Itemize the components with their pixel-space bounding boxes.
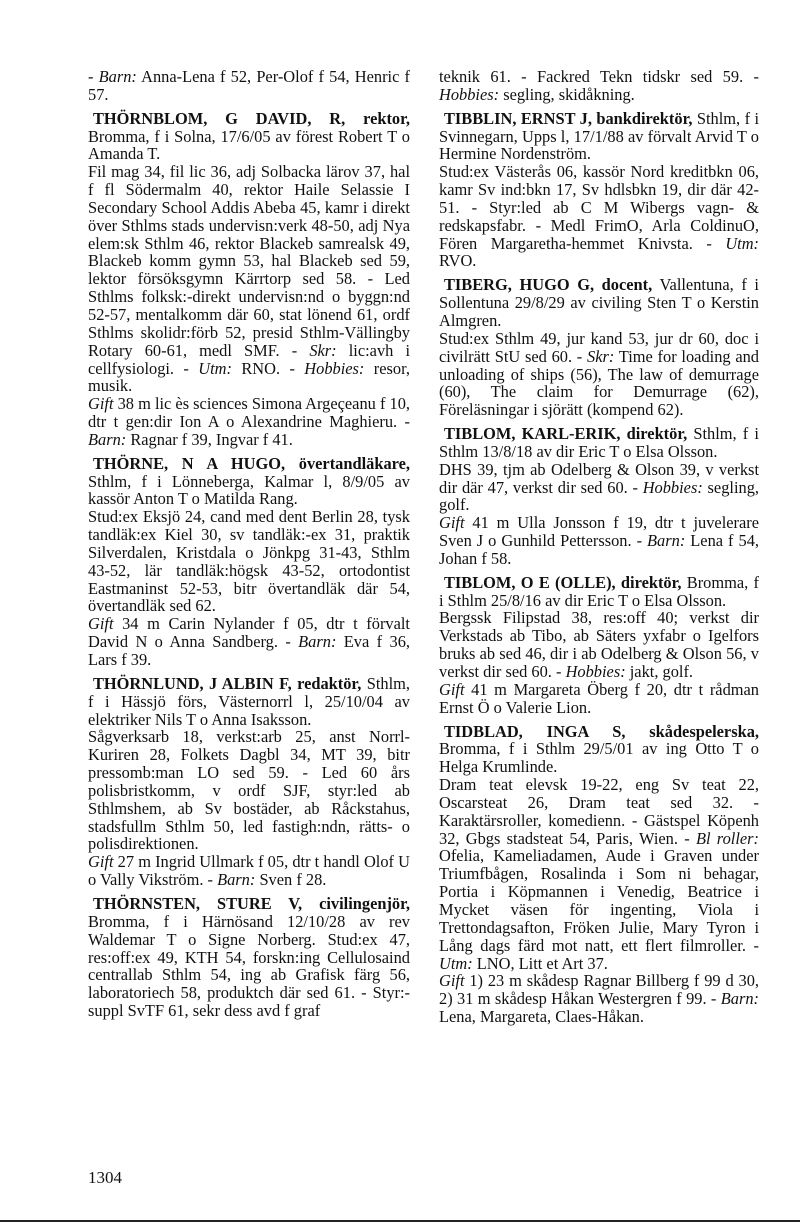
biography-entry	[439, 574, 759, 717]
entry-paragraph	[88, 508, 410, 615]
entry-paragraph	[439, 330, 759, 419]
entry-name: TIBBLIN, ERNST J, bankdirektör,	[444, 108, 693, 128]
entry-name: TIBLOM, KARL-ERIK, direktör,	[444, 424, 688, 444]
entry-text: Lena f 54, Johan f 58.	[439, 531, 759, 568]
biography-entry	[88, 895, 410, 1020]
biography-entry	[439, 723, 759, 1026]
entry-paragraph	[439, 972, 759, 1026]
entry-name: THÖRNLUND, J ALBIN F, redaktör,	[93, 673, 362, 693]
entry-text: resor, musik.	[88, 358, 410, 396]
entry-paragraph	[439, 609, 759, 680]
entry-text: 1) 23 m skådesp Ragnar Billberg f 99 d 30, 2) 31 m skådesp Håkan Westergren f 99. -	[439, 971, 759, 1009]
entry-text: 34 m Carin Nylander f 05, dtr t förvalt David N o Anna Sandberg. -	[88, 614, 410, 652]
entry-text: teknik 61. - Fackred Tekn tidskr sed 59. -	[439, 67, 759, 86]
entry-text: 41 m Ulla Jonsson f 19, dtr t juvelerare Sven J o Gunhild Pettersson. -	[439, 513, 759, 551]
entry-heading-paragraph	[88, 68, 410, 104]
entry-text: Sven f 28.	[255, 870, 327, 890]
entry-heading-paragraph	[439, 723, 759, 777]
field-label: Bl roller:	[695, 828, 759, 848]
field-label: Utm:	[198, 358, 232, 378]
entry-text: Time for loading and unloading of ships (56), The law of demurrage (60), The claim for Demurrage (62), Föreläsningar i sjörätt (kompend 62).	[439, 346, 759, 420]
column-right	[439, 68, 759, 1032]
entry-heading-paragraph	[88, 675, 410, 729]
entry-paragraph	[439, 514, 759, 568]
entry-text: segling, golf.	[439, 477, 759, 515]
entry-text: lic:avh i cellfysiologi. -	[88, 340, 410, 378]
entry-text: Lena, Margareta, Claes-Håkan.	[439, 1007, 644, 1027]
entry-text: Bromma, f i Solna, 17/6/05 av förest Robert T o Amanda T.	[88, 126, 410, 164]
entry-paragraph	[439, 681, 759, 717]
entry-heading-paragraph	[88, 455, 410, 509]
entry-text: Sthlm, f i Hässjö förs, Västernorrl l, 25/10/04 av elektriker Nils T o Anna Isaksson.	[88, 673, 410, 729]
entry-text: -	[88, 67, 99, 86]
field-label: Gift	[439, 513, 465, 533]
entry-text: Stud:ex Eksjö 24, cand med dent Berlin 28, tysk tandläk:ex Kiel 30, sv tandläk:-ex 31, praktik Silverdalen, Kristdala o Jönkpg 31-43, Sthlm 43-52, lär tandläk:högsk 43-52, ortodontist Eastmaninst 52-53, bitr övertandläk där 54, övertandläk sed 62.	[88, 507, 410, 616]
entry-text: Stud:ex Västerås 06, kassör Nord kreditbkn 06, kamr Sv ind:bkn 17, Sv hdlsbkn 19, dir där 42-51. - Styr:led ab C M Wibergs vagn- & redskapsfabr. - Medl FrimO, Arla ColdinuO, Fören Margaretha-hemmet Knivsta. -	[439, 162, 759, 253]
biography-entry	[439, 110, 759, 271]
entry-text: 27 m Ingrid Ullmark f 05, dtr t handl Olof U o Vally Vikström. -	[88, 852, 410, 890]
entry-name: TIDBLAD, INGA S, skådespelerska,	[444, 721, 759, 741]
entry-text: Anna-Lena f 52, Per-Olof f 54, Henric f 57.	[88, 67, 411, 104]
field-label: Barn:	[298, 632, 337, 652]
field-label: Barn:	[98, 67, 137, 86]
entry-text: Eva f 36, Lars f 39.	[88, 632, 410, 669]
entry-text: Sågverksarb 18, verkst:arb 25, anst Norrl-Kuriren 28, Folkets Dagbl 34, MT 39, bitr pressomb:man LO sed 59. - Led 60 års polisbristkomm, v ordf SJF, styr:led ab Sthlmshem, ab Sv bostäder, ab Råckstahus, stadsfullm Sthlm 50, led fastigh:ndn, rätts- o polisdirektionen.	[88, 727, 410, 854]
entry-text: Ofelia, Kameliadamen, Aude i Graven under Triumfbågen, Rosalinda i Som ni behagar, Portia i Köpmannen i Venedig, Beatrice i Mycket väsen för ingenting, Viola i Trettondagsafton, Fröken Julie, Mary Tyron i Lång dags färd mot natt, ett flert filmroller. -	[439, 846, 759, 955]
entry-text: LNO, Litt et Art 37.	[472, 953, 608, 973]
field-label: Utm:	[725, 233, 759, 253]
entry-text: RVO.	[439, 251, 477, 271]
biography-entry	[88, 110, 410, 449]
entry-text: Sthlm, f i Sthlm 13/8/18 av dir Eric T o Elsa Olsson.	[439, 424, 759, 461]
entry-text: segling, skidåkning.	[499, 84, 635, 104]
biography-entry	[88, 455, 410, 669]
field-label: Barn:	[88, 429, 127, 449]
field-label: Gift	[439, 679, 465, 699]
biography-entry	[439, 276, 759, 419]
entry-text: 41 m Margareta Öberg f 20, dtr t rådman Ernst Ö o Valerie Lion.	[439, 679, 759, 717]
entry-name: THÖRNSTEN, STURE V, civilingenjör,	[93, 893, 410, 913]
page-number: 1304	[88, 1168, 122, 1187]
bottom-rule	[0, 1220, 800, 1222]
field-label: Gift	[88, 852, 114, 872]
entry-text: Bromma, f i Härnösand 12/10/28 av rev Waldemar T o Signe Norberg. Stud:ex 47, res:off:ex 49, KTH 54, forskn:ing Cellulosaind centrallab Sthlm 54, ing ab Grafisk färg 56, laboratoriech 58, produktch där sed 61. - Styr:-suppl SvTF 61, sekr dess avd f graf	[88, 911, 410, 1021]
entry-heading-paragraph	[439, 110, 759, 164]
field-label: Hobbies:	[439, 84, 500, 104]
entry-name: THÖRNE, N A HUGO, övertandläkare,	[93, 453, 410, 473]
entry-paragraph	[88, 728, 410, 853]
entry-text: Fil mag 34, fil lic 36, adj Solbacka lärov 37, hal f fl Södermalm 40, rektor Haile Selassie I Secondary School Addis Abeba 45, kamr i direkt över Sthlms stads undervisn:verk 48-50, adj Nya elem:sk Sthlm 46, rektor Blackeb samrealsk 49, Blackeb komm gymn 53, hal Blackeb sed 59, lektor försöksgymn Kärrtorp sed 58. - Led Sthlms folksk:-direkt undervisn:nd o byggn:nd 52-57, mentalkomm där 60, stat lönend 61, ordf Sthlms skolidr:förb 52, presid Sthlm-Vällingby Rotary 60-61, medl SMF. -	[88, 162, 410, 360]
column-left	[88, 68, 410, 1026]
entry-text: RNO. -	[231, 358, 305, 378]
field-label: Barn:	[720, 989, 759, 1009]
entry-text: DHS 39, tjm ab Odelberg & Olson 39, v verkst dir där 47, verkst dir sed 60. -	[439, 459, 759, 497]
field-label: Hobbies:	[304, 358, 365, 378]
biography-entry	[439, 425, 759, 568]
entry-text: 38 m lic ès sciences Simona Argeçeanu f 10, dtr t gen:dir Ion A o Alexandrine Maghieru. -	[88, 394, 410, 432]
entry-text: Bromma, f i Sthlm 25/8/16 av dir Eric T o Elsa Olsson.	[439, 572, 759, 610]
entry-paragraph	[88, 395, 410, 449]
entry-paragraph	[88, 615, 410, 669]
field-label: Hobbies:	[565, 662, 626, 681]
entry-text: Stud:ex Sthlm 49, jur kand 53, jur dr 60, doc i civilrätt StU sed 60. -	[439, 328, 759, 366]
entry-text: Dram teat elevsk 19-22, eng Sv teat 22, Oscarsteat 26, Dram teat sed 32. - Karaktärsroller, komedienn. - Gästspel Köpenh 32, Gbgs stadsteat 54, Paris, Wien. -	[439, 775, 759, 848]
entry-paragraph	[439, 776, 759, 972]
biography-entry	[439, 68, 759, 104]
entry-paragraph	[439, 461, 759, 515]
entry-text: Vallentuna, f i Sollentuna 29/8/29 av civiling Sten T o Kerstin Almgren.	[439, 275, 759, 330]
entry-heading-paragraph	[439, 276, 759, 330]
field-label: Gift	[88, 614, 114, 634]
field-label: Gift	[439, 971, 465, 991]
entry-name: THÖRNBLOM, G DAVID, R, rektor,	[93, 108, 410, 128]
entry-heading-paragraph	[439, 68, 759, 104]
entry-heading-paragraph	[439, 574, 759, 610]
entry-paragraph	[88, 163, 410, 395]
biography-entry	[88, 68, 410, 104]
entry-paragraph	[439, 163, 759, 270]
entry-text: Bergssk Filipstad 38, res:off 40; verkst dir Verkstads ab Tibo, ab Säters yxfabr o Igelfors bruks ab sed 46, dir i ab Odelberg & Olson 56, v verkst dir sed 60. -	[439, 608, 759, 681]
entry-paragraph	[88, 853, 410, 889]
field-label: Barn:	[647, 531, 686, 551]
field-label: Gift	[88, 394, 114, 414]
field-label: Skr:	[587, 346, 615, 366]
biography-entry	[88, 675, 410, 889]
field-label: Skr:	[309, 340, 337, 360]
entry-name: TIBLOM, O E (OLLE), direktör,	[444, 572, 682, 592]
entry-text: Sthlm, f i Lönneberga, Kalmar l, 8/9/05 av kassör Anton T o Matilda Rang.	[88, 471, 410, 509]
entry-text: Ragnar f 39, Ingvar f 41.	[126, 429, 293, 449]
entry-text: Bromma, f i Sthlm 29/5/01 av ing Otto T o Helga Krumlinde.	[439, 739, 759, 777]
entry-heading-paragraph	[88, 895, 410, 1020]
entry-text: Sthlm, f i Svinnegarn, Upps l, 17/1/88 av förvalt Arvid T o Hermine Nordenström.	[439, 108, 760, 164]
entry-text: jakt, golf.	[625, 662, 694, 681]
field-label: Barn:	[217, 870, 256, 890]
entry-heading-paragraph	[88, 110, 410, 164]
entry-name: TIBERG, HUGO G, docent,	[444, 275, 653, 295]
field-label: Hobbies:	[642, 477, 703, 497]
field-label: Utm:	[439, 953, 473, 973]
entry-heading-paragraph	[439, 425, 759, 461]
